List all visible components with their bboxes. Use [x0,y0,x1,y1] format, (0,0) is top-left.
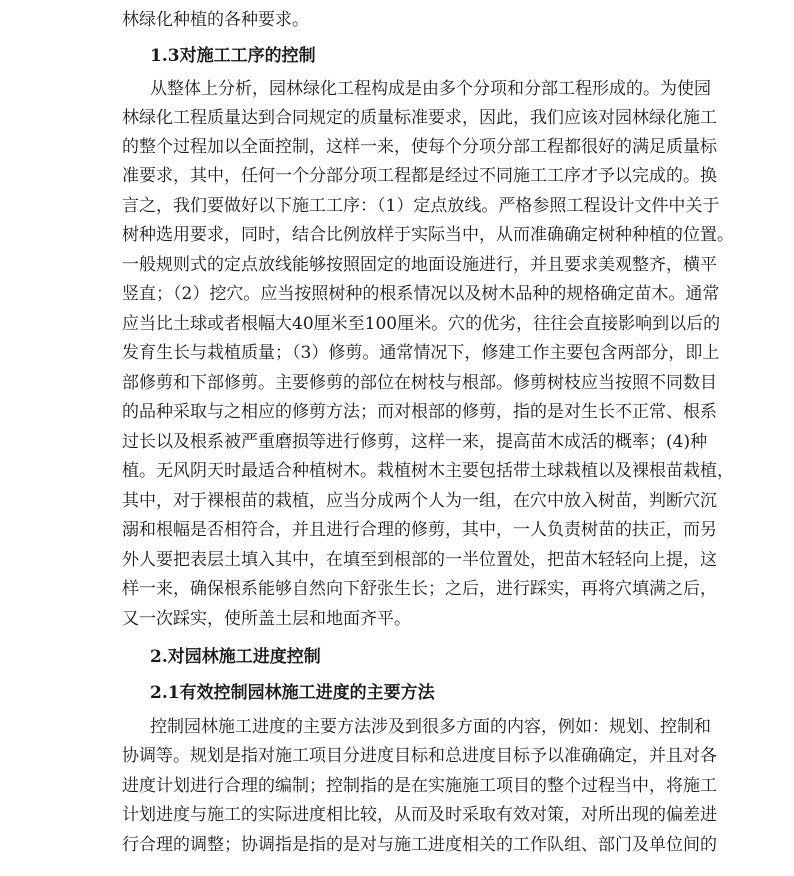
section-heading-2: 2.对园林施工进度控制 [150,647,321,667]
section-heading-2-1: 2.1有效控制园林施工进度的主要方法 [150,683,435,703]
paragraph-line: 竖直；（2）挖穴。应当按照树种的根系情况以及树木品种的规格确定苗木。通常 [122,284,720,304]
paragraph-line: 植。无风阴天时最适合种植树木。栽植树木主要包括带土球栽植以及裸根苗栽植， [122,461,734,481]
paragraph-line: 行合理的调整；协调指是指的是对与施工进度相关的工作队组、部门及单位间的 [122,835,717,855]
paragraph-line: 言之，我们要做好以下施工工序：（1）定点放线。严格参照工程设计文件中关于 [122,196,720,216]
paragraph-line: 溺和根幅是否相符合，并且进行合理的修剪，其中，一人负责树苗的扶正，而另 [122,520,717,540]
section-heading-1-3: 1.3对施工工序的控制 [150,46,316,66]
paragraph-line: 计划进度与施工的实际进度相比较，从而及时采取有效对策，对所出现的偏差进 [122,805,717,825]
paragraph-line: 部修剪和下部修剪。主要修剪的部位在树枝与根部。修剪树枝应当按照不同数目 [122,373,717,393]
paragraph-line: 从整体上分析，园林绿化工程构成是由多个分项和分部工程形成的。为使园 [150,79,711,99]
paragraph-line: 林绿化工程质量达到合同规定的质量标准要求，因此，我们应该对园林绿化施工 [122,108,717,128]
paragraph-line: 一般规则式的定点放线能够按照固定的地面设施进行，并且要求美观整齐，横平 [122,255,717,275]
paragraph-line: 发育生长与栽植质量；（3）修剪。通常情况下，修建工作主要包含两部分，即上 [122,343,720,363]
paragraph-line: 过长以及根系被严重磨损等进行修剪，这样一来，提高苗木成活的概率；(4)种 [122,432,708,452]
paragraph-line: 其中，对于裸根苗的栽植，应当分成两个人为一组，在穴中放入树苗，判断穴沉 [122,491,717,511]
paragraph-line: 应当比土球或者根幅大40厘米至100厘米。穴的优劣，往往会直接影响到以后的 [122,314,721,334]
paragraph-line: 控制园林施工进度的主要方法涉及到很多方面的内容，例如：规划、控制和 [150,717,711,737]
paragraph-line: 又一次踩实，使所盖土层和地面齐平。 [122,609,411,629]
paragraph-line: 样一来，确保根系能够自然向下舒张生长；之后，进行踩实，再将穴填满之后， [122,579,717,599]
paragraph-line: 的整个过程加以全面控制，这样一来，使每个分项分部工程都很好的满足质量标 [122,137,717,157]
paragraph-line: 外人要把表层土填入其中，在填至到根部的一半位置处，把苗木轻轻向上提，这 [122,550,717,570]
paragraph-line: 进度计划进行合理的编制；控制指的是在实施施工项目的整个过程当中，将施工 [122,776,717,796]
paragraph-line: 协调等。规划是指对施工项目分进度目标和总进度目标予以准确确定，并且对各 [122,746,717,766]
paragraph-line: 树种选用要求，同时，结合比例放样于实际当中，从而准确确定树种种植的位置。 [122,225,734,245]
paragraph-line: 的品种采取与之相应的修剪方法；而对根部的修剪，指的是对生长不正常、根系 [122,402,717,422]
paragraph-line: 林绿化种植的各种要求。 [122,10,309,30]
paragraph-line: 准要求，其中，任何一个分部分项工程都是经过不同施工工序才予以完成的。换 [122,166,717,186]
